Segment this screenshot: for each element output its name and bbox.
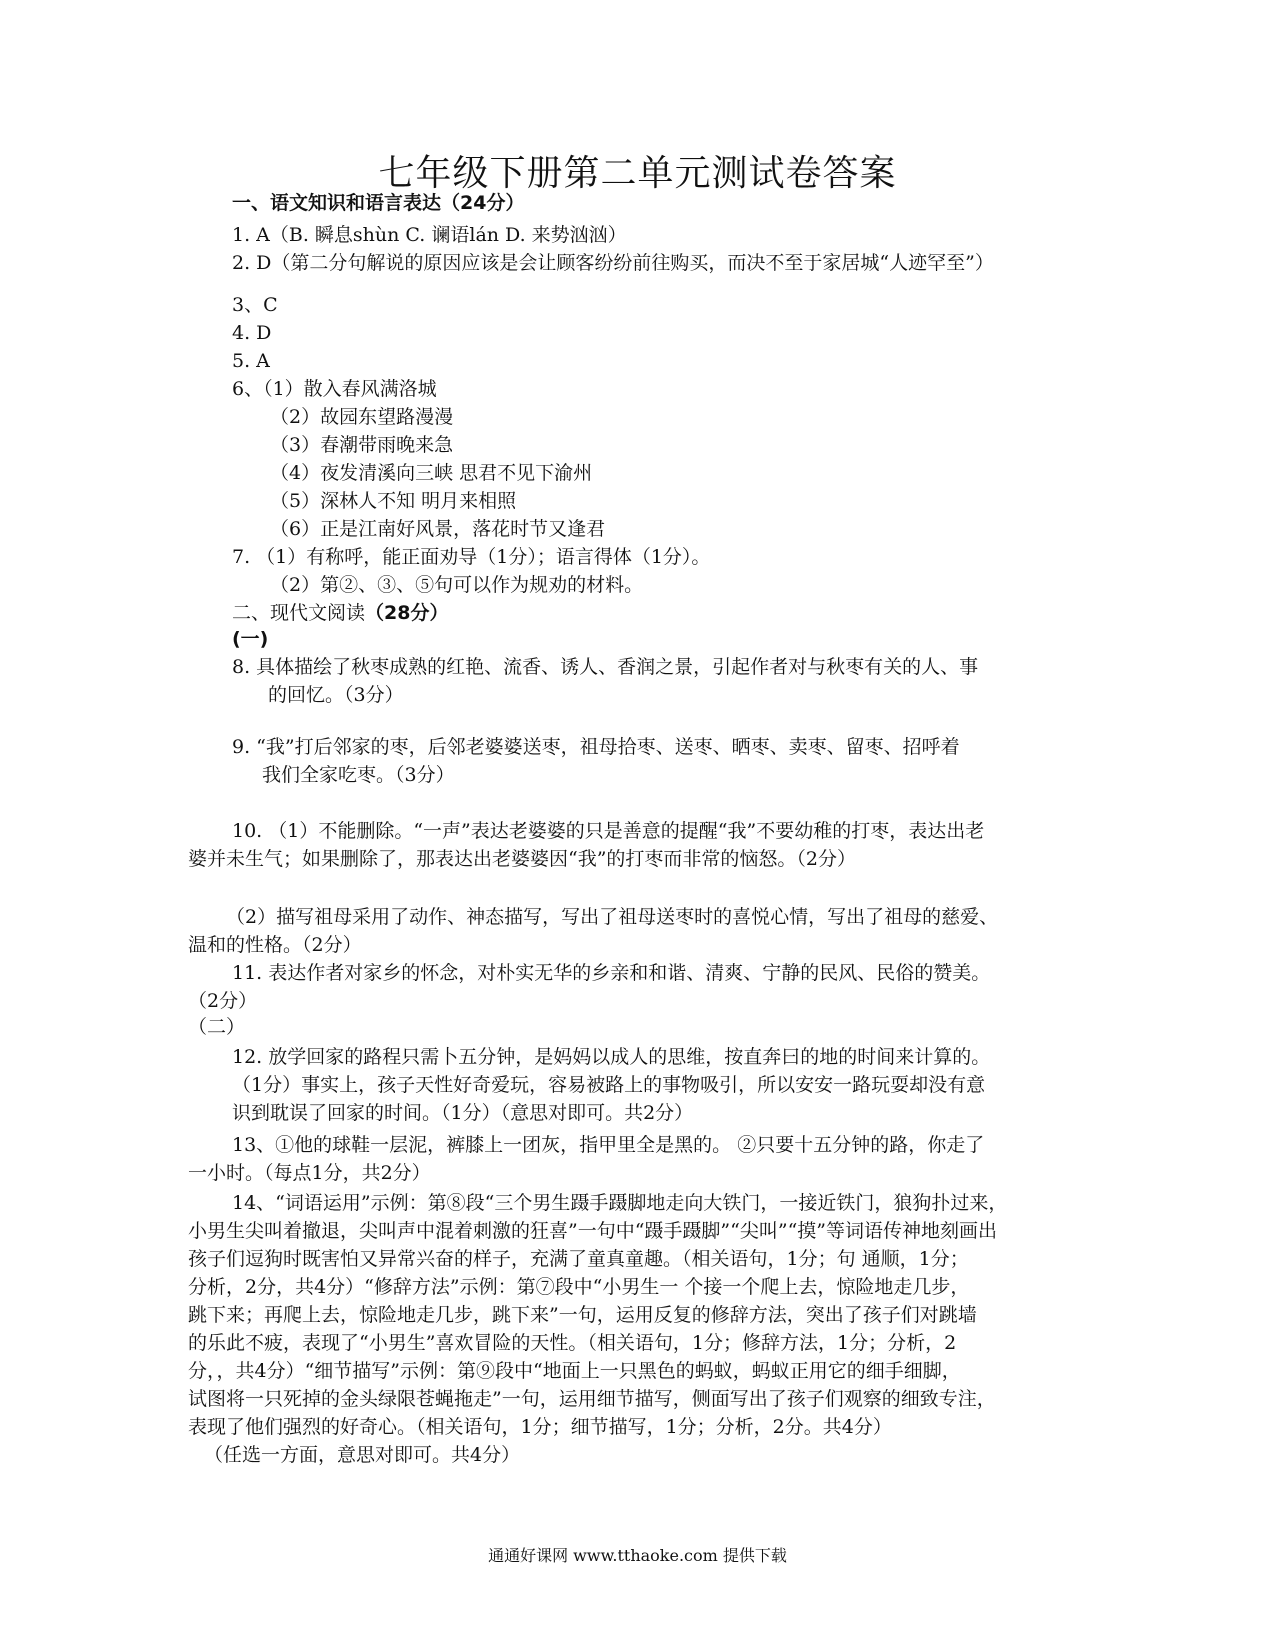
answer-q14-line10: （任选一方面，意思对即可。共4分）	[204, 1444, 521, 1466]
footer-source: 通通好课网 www.tthaoke.com 提供下载	[488, 1546, 787, 1565]
answer-q10-1-line1: 10. （1）不能删除。“一声”表达老婆婆的只是善意的提醒“我”不要幼稚的打枣，表达出老	[232, 820, 985, 842]
part-1-label: (一)	[232, 628, 269, 650]
answer-q9-line2: 我们全家吃枣。（3分）	[262, 764, 455, 786]
section-2-heading	[232, 600, 448, 626]
answer-q1: 1. A（B. 瞬息shùn C. 谰语lán D. 来势汹汹）	[232, 224, 627, 246]
part-2-label: （二）	[188, 1016, 246, 1038]
answer-q10-1-line2: 婆并未生气；如果删除了，那表达出老婆婆因“我”的打枣而非常的恼怒。（2分）	[188, 848, 857, 870]
page-title: 七年级下册第二单元测试卷答案	[378, 153, 897, 194]
answer-q3: 3、C	[232, 294, 278, 316]
answer-q12-line2: （1分）事实上，孩子天性好奇爱玩，容易被路上的事物吸引，所以安安一路玩耍却没有意	[232, 1074, 986, 1096]
answer-q14-line7: 分，，共4分）“细节描写”示例：第⑨段中“地面上一只黑色的蚂蚁，蚂蚁正用它的细手细脚，	[188, 1360, 961, 1382]
answer-q11-line2: （2分）	[188, 990, 258, 1012]
answer-q6-6: （6）正是江南好风景，落花时节又逢君	[270, 518, 606, 540]
answer-q9-line1: 9. “我”打后邻家的枣，后邻老婆婆送枣，祖母拾枣、送枣、晒枣、卖枣、留枣、招呼着	[232, 736, 960, 758]
answer-q14-line4: 分析，2分，共4分）“修辞方法”示例：第⑦段中“小男生一 个接一个爬上去，惊险地走几步，	[188, 1276, 970, 1298]
answer-q12-line1: 12. 放学回家的路程只需卜五分钟，是妈妈以成人的思维，按直奔曰的地的时间来计算的。	[232, 1046, 991, 1068]
answer-q8-line1: 8. 具体描绘了秋枣成熟的红艳、流香、诱人、香润之景，引起作者对与秋枣有关的人、事	[232, 656, 979, 678]
answer-q14-line1: 14、“词语运用”示例：第⑧段“三个男生蹑手蹑脚地走向大铁门，一接近铁门，狼狗扑过来，	[232, 1192, 1008, 1214]
answer-q6-1: 6、（1）散入春风满洛城	[232, 378, 437, 400]
answer-q7-1: 7. （1）有称呼，能正面劝导（1分）；语言得体（1分）。	[232, 546, 711, 568]
section-2-heading-text: 二、现代文阅读	[232, 602, 366, 624]
answer-q14-line5: 跳下来；再爬上去，惊险地走几步，跳下来”一句，运用反复的修辞方法，突出了孩子们对跳墙	[188, 1304, 977, 1326]
answer-q14-line2: 小男生尖叫着撤退，尖叫声中混着刺激的狂喜”一句中“蹑手蹑脚”“尖叫”“摸”等词语传神地刻画出	[188, 1220, 997, 1242]
answer-q6-5: （5）深林人不知 明月来相照	[270, 490, 517, 512]
answer-q13-line1: 13、①他的球鞋一层泥，裤膝上一团灰，指甲里全是黑的。 ②只要十五分钟的路，你走了	[232, 1134, 985, 1156]
answer-q10-2-line2: 温和的性格。（2分）	[188, 934, 362, 956]
answer-q6-3: （3）春潮带雨晚来急	[270, 434, 454, 456]
answer-q11-line1: 11. 表达作者对家乡的怀念，对朴实无华的乡亲和和谐、清爽、宁静的民风、民俗的赞美。	[232, 962, 991, 984]
answer-q14-line6: 的乐此不疲，表现了“小男生”喜欢冒险的天性。（相关语句，1分；修辞方法，1分；分析，2	[188, 1332, 957, 1354]
answer-q6-4: （4）夜发清溪向三峡 思君不见下渝州	[270, 462, 593, 484]
answer-q14-line9: 表现了他们强烈的好奇心。（相关语句，1分；细节描写，1分；分析，2分。共4分）	[188, 1416, 892, 1438]
section-2-heading-score: （28分）	[365, 602, 449, 624]
answer-q4: 4. D	[232, 322, 272, 344]
answer-q5: 5. A	[232, 350, 270, 372]
answer-q10-2-line1: （2）描写祖母采用了动作、神态描写，写出了祖母送枣时的喜悦心情，写出了祖母的慈爱、	[226, 906, 999, 928]
section-1-heading: 一、语文知识和语言表达（24分）	[232, 192, 525, 214]
answer-q13-line2: 一小时。（每点1分，共2分）	[188, 1162, 431, 1184]
answer-q7-2: （2）第②、③、⑤句可以作为规劝的材料。	[270, 574, 644, 596]
answer-q14-line3: 孩子们逗狗时既害怕又异常兴奋的样子，充满了童真童趣。（相关语句，1分；句 通顺，1分；	[188, 1248, 969, 1270]
answer-q8-line2: 的回忆。（3分）	[268, 684, 404, 706]
answer-q2: 2. D（第二分句解说的原因应该是会让顾客纷纷前往购买，而决不至于家居城“人迹罕至”）	[232, 252, 994, 274]
answer-q12-line3: 识到耽误了回家的时间。（1分）（意思对即可。共2分）	[232, 1102, 694, 1124]
answer-q14-line8: 试图将一只死掉的金头绿限苍蝇拖走”一句，运用细节描写，侧面写出了孩子们观察的细致专注，	[188, 1388, 996, 1410]
answer-q6-2: （2）故园东望路漫漫	[270, 406, 454, 428]
